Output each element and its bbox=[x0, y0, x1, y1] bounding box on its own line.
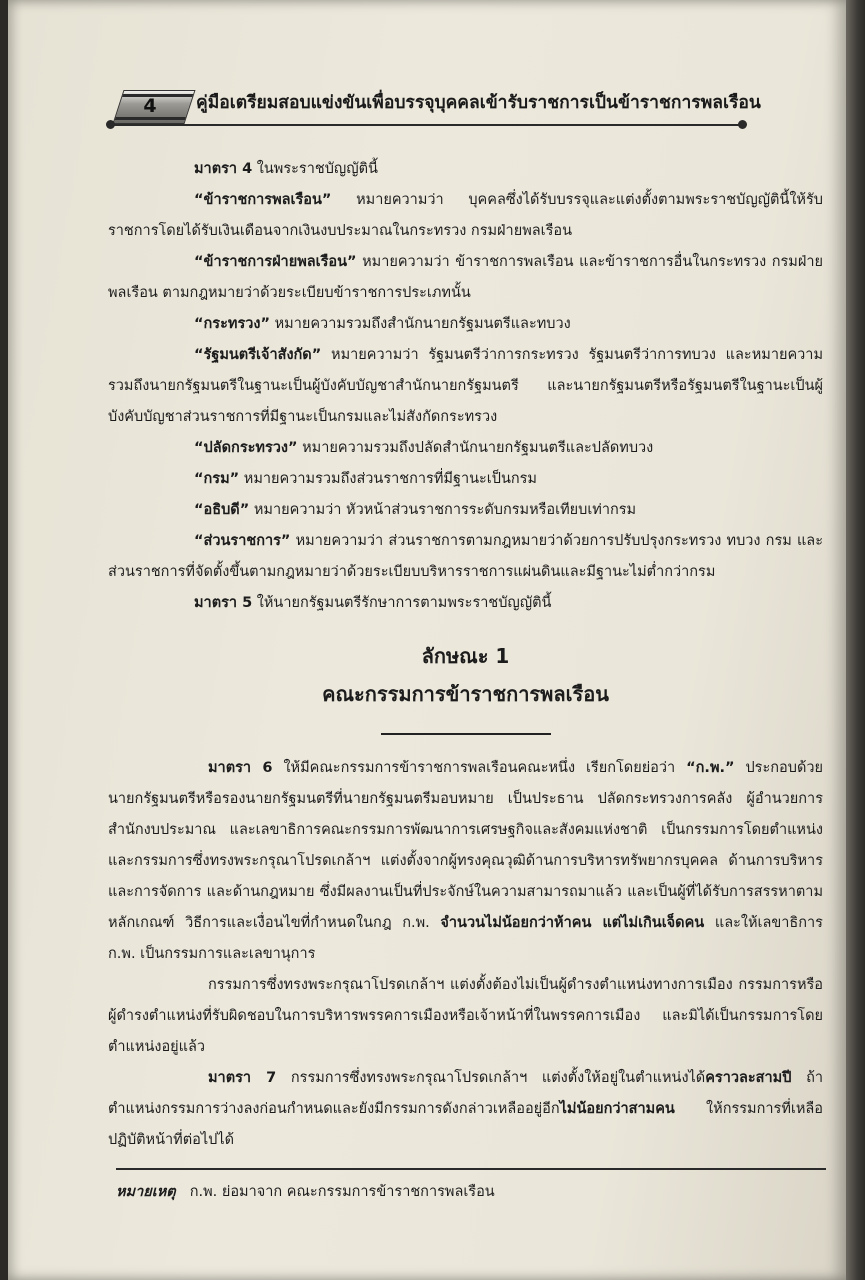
defined-term: “ข้าราชการพลเรือน” bbox=[194, 192, 332, 208]
section-6 bbox=[108, 753, 823, 970]
page-number: 4 bbox=[143, 95, 157, 117]
definition-text: หมายความรวมถึงปลัดสำนักนายกรัฐมนตรีและปลัดทบวง bbox=[297, 440, 654, 456]
section-heading: มาตรา 5 bbox=[194, 595, 253, 611]
minimum-members: ไม่น้อยกว่าสามคน bbox=[559, 1101, 675, 1117]
definition-civil-servant bbox=[108, 185, 823, 247]
section-4-intro bbox=[108, 154, 823, 185]
defined-term: “อธิบดี” bbox=[194, 502, 250, 518]
section-heading: มาตรา 7 bbox=[208, 1070, 277, 1086]
definition-minister bbox=[108, 340, 823, 433]
section-5 bbox=[108, 588, 823, 619]
definition-agency bbox=[108, 526, 823, 588]
defined-term: “ข้าราชการฝ่ายพลเรือน” bbox=[194, 254, 357, 270]
section-text: และให้เลขาธิการ ก.พ. เป็นกรรมการและเลขานุการ bbox=[108, 915, 823, 962]
definition-department bbox=[108, 464, 823, 495]
section-6-para-2: กรรมการซึ่งทรงพระกรุณาโปรดเกล้าฯ แต่งตั้งต้องไม่เป็นผู้ดำรงตำแหน่งทางการเมือง กรรมการหรือผู้ดำรงตำแหน่งที่รับผิดชอบในการบริหารพรรคการเมืองหรือเจ้าหน้าที่ในพรรคการเมือง และมิได้เป็นกรรมการโดยตำแหน่งอยู่แล้ว bbox=[108, 977, 823, 1055]
defined-term: “กระทรวง” bbox=[194, 316, 270, 332]
running-title: คู่มือเตรียมสอบแข่งขันเพื่อบรรจุบุคคลเข้ารับราชการเป็นข้าราชการพลเรือน bbox=[196, 93, 761, 113]
definition-text: หมายความว่า รัฐมนตรีว่าการกระทรวง รัฐมนตรีว่าการทบวง และหมายความรวมถึงนายกรัฐมนตรีในฐานะเป็นผู้บังคับบัญชาสำนักนายกรัฐมนตรี และนายกรัฐมนตรีหรือรัฐมนตรีในฐานะเป็นผู้บังคับบัญชาส่วนราชการที่มีฐานะเป็นกรมและไม่สังกัดกระทรวง bbox=[108, 347, 823, 425]
chapter-rule bbox=[381, 733, 551, 735]
section-heading: มาตรา 4 bbox=[194, 161, 253, 177]
header-rule bbox=[112, 124, 744, 126]
definition-ministry bbox=[108, 309, 823, 340]
chapter-title: คณะกรรมการข้าราชการพลเรือน bbox=[322, 682, 609, 706]
definition-civilian-side bbox=[108, 247, 823, 309]
section-text: กรรมการซึ่งทรงพระกรุณาโปรดเกล้าฯ แต่งตั้งให้อยู่ในตำแหน่งได้ bbox=[276, 1070, 706, 1086]
footnote-label: หมายเหตุ bbox=[116, 1184, 176, 1200]
section-text: ประกอบด้วยนายกรัฐมนตรีหรือรองนายกรัฐมนตรีที่นายกรัฐมนตรีมอบหมาย เป็นประธาน ปลัดกระทรวงการคลัง ผู้อำนวยการสำนักงบประมาณ และเลขาธิการคณะกรรมการพัฒนาการเศรษฐกิจและสังคมแห่งชาติ เป็นกรรมการโดยตำแหน่ง และกรรมการซึ่งทรงพระกรุณาโปรดเกล้าฯ แต่งตั้งจากผู้ทรงคุณวุฒิด้านการบริหารทรัพยากรบุคคล ด้านการบริหารและการจัดการ และด้านกฎหมาย ซึ่งมีผลงานเป็นที่ประจักษ์ในความสามารถมาแล้ว และเป็นผู้ที่ได้รับการสรรหาตามหลักเกณฑ์ วิธีการและเงื่อนไขที่กำหนดในกฎ ก.พ. bbox=[108, 760, 824, 931]
chapter-number: ลักษณะ 1 bbox=[421, 644, 510, 668]
section-heading: มาตรา 6 bbox=[208, 760, 273, 776]
section-text: ในพระราชบัญญัตินี้ bbox=[252, 161, 378, 177]
definition-text: หมายความว่า ส่วนราชการตามกฎหมายว่าด้วยการปรับปรุงกระทรวง ทบวง กรม และส่วนราชการที่จัดตั้งขึ้นตามกฎหมายว่าด้วยระเบียบบริหารราชการแผ่นดินและมีฐานะไม่ต่ำกว่ากรม bbox=[108, 533, 823, 580]
defined-term: “กรม” bbox=[194, 471, 240, 487]
defined-term: “ส่วนราชการ” bbox=[194, 533, 291, 549]
definition-permanent-secretary bbox=[108, 433, 823, 464]
footnote-text: ก.พ. ย่อมาจาก คณะกรรมการข้าราชการพลเรือน bbox=[189, 1184, 495, 1200]
book-page bbox=[8, 0, 846, 1280]
abbreviation: “ก.พ.” bbox=[686, 760, 735, 776]
term-length: คราวละสามปี bbox=[705, 1070, 792, 1086]
footnote bbox=[116, 1178, 826, 1206]
definition-text: หมายความว่า ข้าราชการพลเรือน และข้าราชการอื่นในกระทรวง กรมฝ่ายพลเรือน ตามกฎหมายว่าด้วยระเบียบข้าราชการประเภทนั้น bbox=[108, 254, 823, 301]
definition-text: หมายความว่า หัวหน้าส่วนราชการระดับกรมหรือเทียบเท่ากรม bbox=[249, 502, 637, 518]
rule-dot-left bbox=[106, 120, 115, 129]
footnote-rule bbox=[116, 1168, 826, 1170]
defined-term: “ปลัดกระทรวง” bbox=[194, 440, 298, 456]
section-text: ให้มีคณะกรรมการข้าราชการพลเรือนคณะหนึ่ง เรียกโดยย่อว่า bbox=[272, 760, 687, 776]
section-text: ให้นายกรัฐมนตรีรักษาการตามพระราชบัญญัตินี้ bbox=[252, 595, 552, 611]
section-text: ถ้าตำแหน่งกรรมการว่างลงก่อนกำหนดและยังมีกรรมการดังกล่าวเหลืออยู่อีก bbox=[108, 1070, 824, 1117]
page-edge-shadow bbox=[846, 0, 865, 1280]
defined-term: “รัฐมนตรีเจ้าสังกัด” bbox=[194, 347, 322, 363]
section-7 bbox=[108, 1063, 823, 1156]
page-header bbox=[100, 82, 761, 134]
definition-director-general bbox=[108, 495, 823, 526]
definition-text: หมายความรวมถึงสำนักนายกรัฐมนตรีและทบวง bbox=[269, 316, 571, 332]
rule-dot-right bbox=[738, 120, 747, 129]
definition-text: หมายความรวมถึงส่วนราชการที่มีฐานะเป็นกรม bbox=[239, 471, 537, 487]
member-count: จำนวนไม่น้อยกว่าห้าคน แต่ไม่เกินเจ็ดคน bbox=[440, 915, 705, 931]
section-text: ให้กรรมการที่เหลือปฏิบัติหน้าที่ต่อไปได้ bbox=[108, 1101, 823, 1148]
definition-text: หมายความว่า บุคคลซึ่งได้รับบรรจุและแต่งตั้งตามพระราชบัญญัตินี้ให้รับราชการโดยได้รับเงินเดือนจากเงินงบประมาณในกระทรวง กรมฝ่ายพลเรือน bbox=[108, 192, 823, 239]
page-body bbox=[108, 154, 823, 1156]
